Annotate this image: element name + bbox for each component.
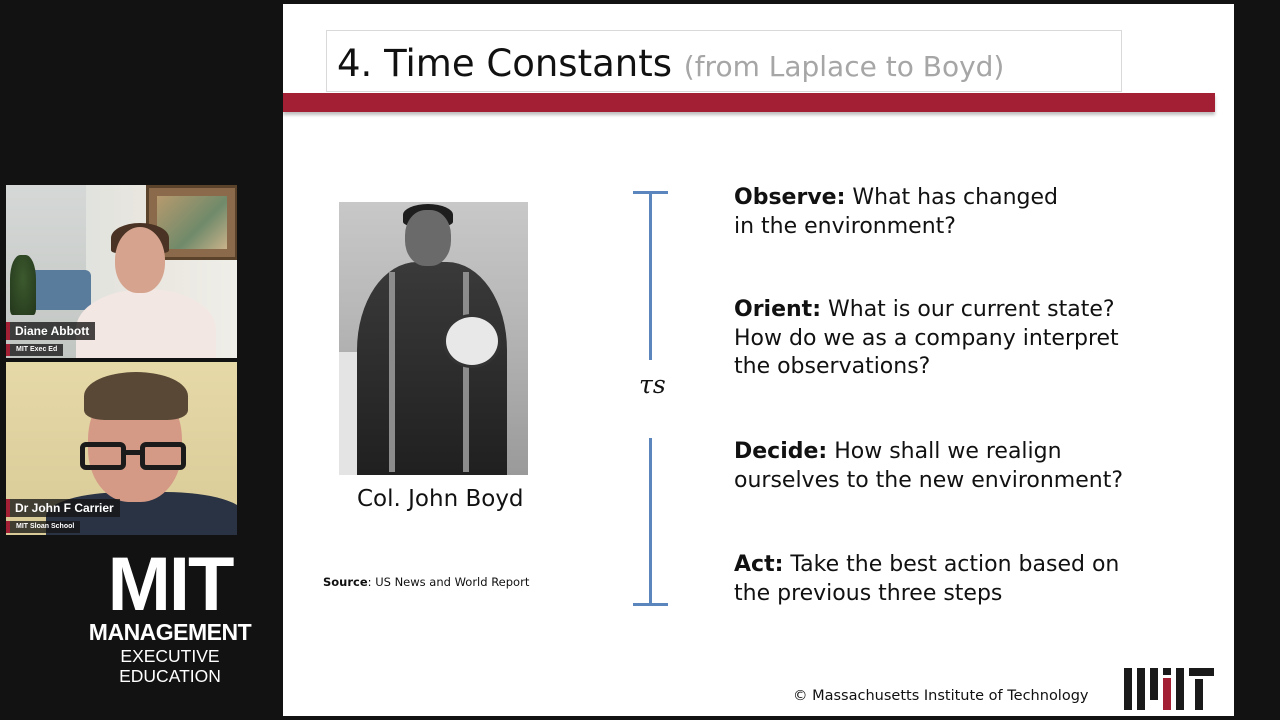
source-label: Source (323, 575, 368, 589)
logo-mit: MIT (107, 542, 233, 627)
speaker-tile-diane-abbott[interactable] (6, 185, 237, 358)
step-label: Observe: (734, 185, 846, 210)
step-text: How do we as a company interpret (734, 325, 1119, 351)
step-label: Act: (734, 552, 784, 577)
source-note (323, 575, 529, 589)
speaker-glasses (80, 442, 190, 472)
step-label: Decide: (734, 439, 828, 464)
step-label: Orient: (734, 297, 821, 322)
speaker-affiliation: MIT Sloan School (6, 521, 80, 533)
logo-executive-education: EXECUTIVE EDUCATION (119, 646, 221, 686)
john-boyd-photo (339, 202, 528, 475)
step-text: Take the best action based on (783, 552, 1120, 577)
speaker-face (115, 227, 165, 293)
time-constant-symbol: τs (639, 370, 666, 399)
speaker-affiliation: MIT Exec Ed (6, 344, 63, 356)
bracket-top-line (649, 192, 652, 360)
logo-management: MANAGEMENT (88, 619, 252, 645)
step-act (734, 551, 1214, 608)
title-accent-bar (283, 93, 1215, 112)
title-box (326, 30, 1122, 92)
step-text: ourselves to the new environment? (734, 467, 1123, 493)
step-text: in the environment? (734, 213, 956, 239)
speaker-hair (84, 372, 188, 420)
bracket-bottom-cap (633, 603, 668, 606)
speaker-body (76, 289, 216, 358)
speaker-tile-john-carrier[interactable] (6, 362, 237, 535)
copyright-notice: © Massachusetts Institute of Technology (793, 688, 1089, 704)
step-observe (734, 184, 1214, 241)
step-orient (734, 296, 1214, 382)
step-text: What is our current state? (821, 297, 1115, 322)
speaker-name: Dr John F Carrier (6, 499, 120, 517)
background-plant (10, 255, 36, 315)
speaker-name: Diane Abbott (6, 322, 95, 340)
slide-subtitle: (from Laplace to Boyd) (683, 50, 1005, 83)
helmet-icon (443, 314, 501, 368)
mit-management-logo (70, 542, 270, 686)
mit-logo-icon (1124, 664, 1214, 710)
bracket-bottom-line (649, 438, 652, 606)
photo-caption: Col. John Boyd (357, 486, 524, 512)
step-decide (734, 438, 1214, 495)
slide-title-text: 4. Time Constants (337, 42, 672, 85)
step-text: What has changed (845, 185, 1058, 210)
source-text: : US News and World Report (367, 575, 530, 589)
slide-title (337, 42, 1004, 85)
step-text: the observations? (734, 354, 931, 379)
step-text: the previous three steps (734, 580, 1003, 606)
presentation-slide (283, 4, 1234, 716)
step-text: How shall we realign (827, 439, 1062, 464)
